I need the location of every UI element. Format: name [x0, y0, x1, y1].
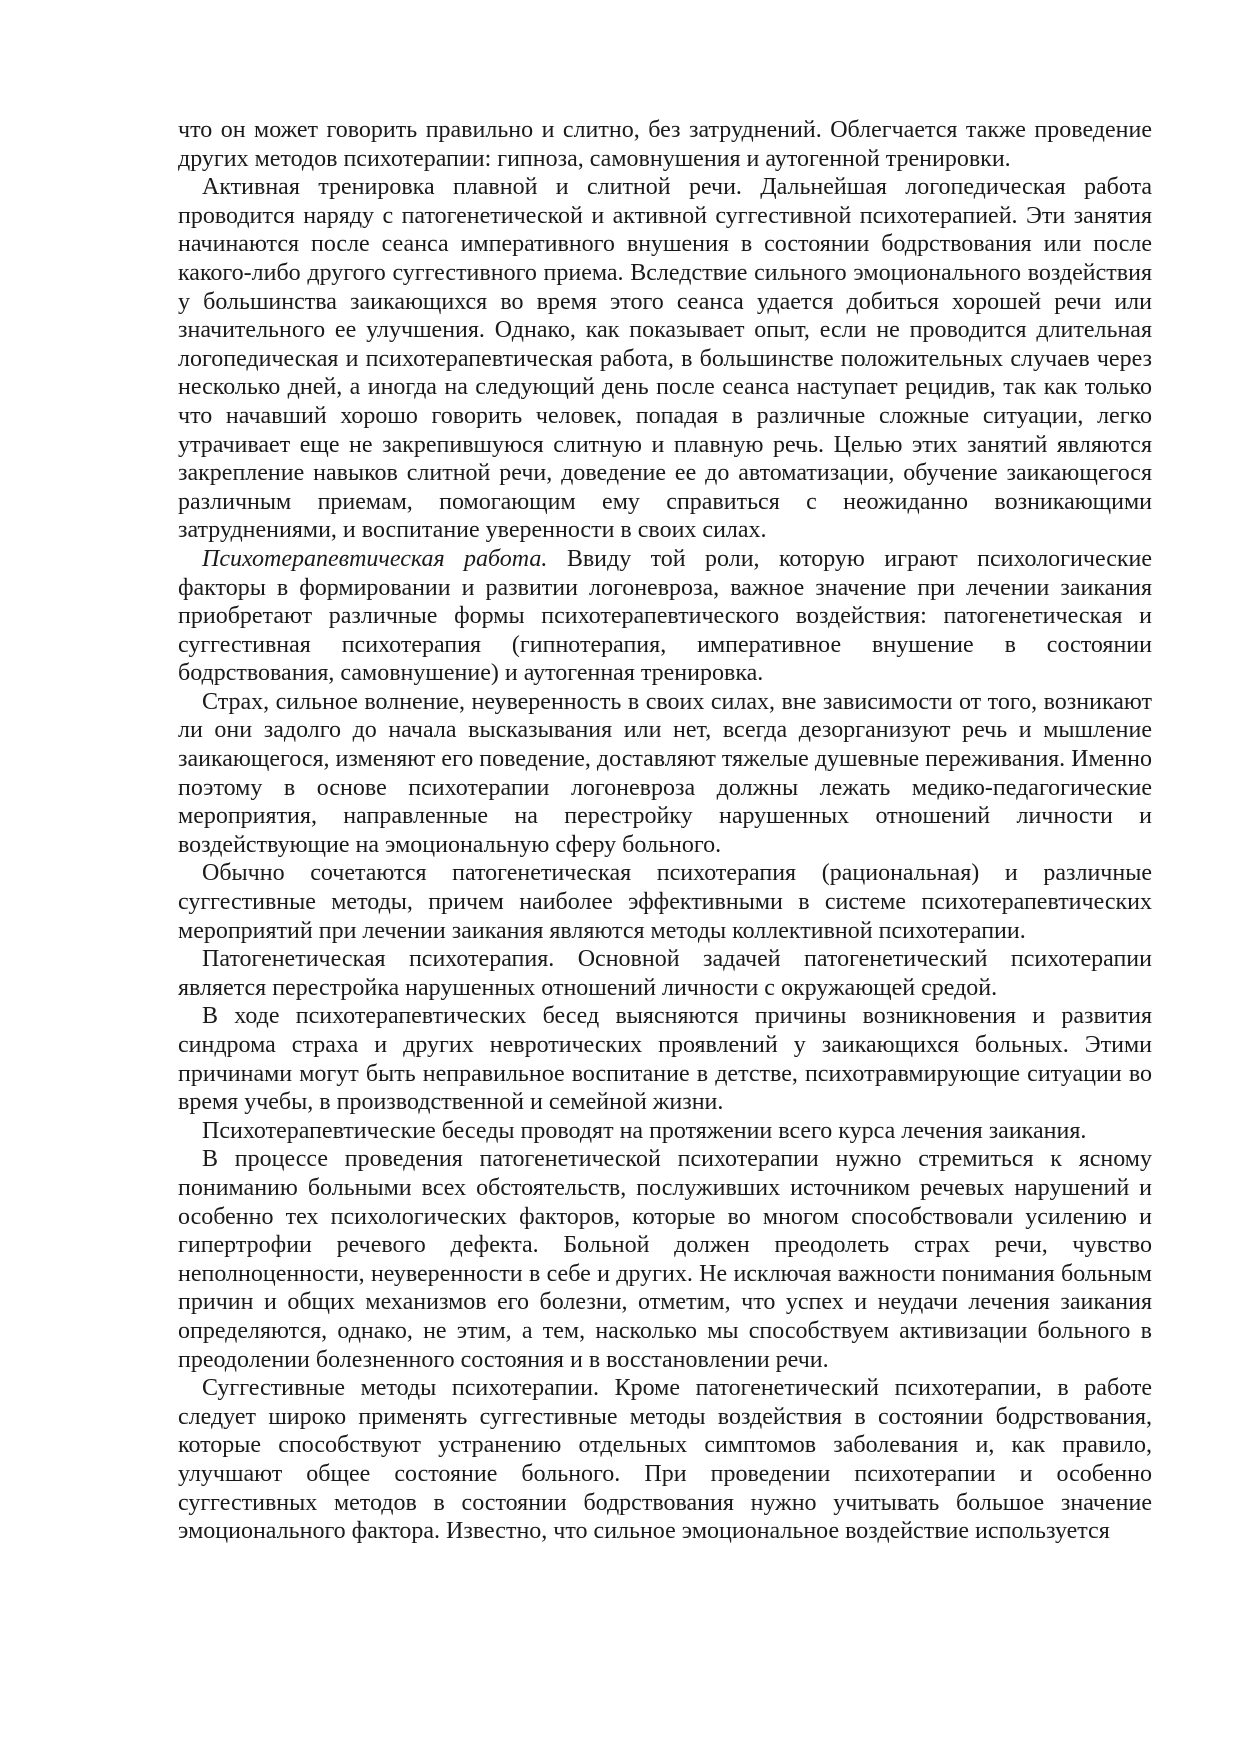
paragraph	[178, 545, 1152, 688]
paragraph	[178, 1374, 1152, 1546]
paragraph-text: В ходе психотерапевтических бесед выясняются причины возникновения и развития синдрома страха и других невротических проявлений у заикающихся больных. Этими причинами могут быть неправильное воспитание в детстве, психотравмирующие ситуации во время учебы, в производственной и семейной жизни.	[178, 1003, 1152, 1116]
paragraph	[178, 116, 1152, 173]
paragraph-text: Страх, сильное волнение, неуверенность в своих силах, вне зависимости от того, возникают ли они задолго до начала высказывания или нет, всегда дезорганизуют речь и мышление заикающегося, изменяют его поведение, доставляют тяжелые душевные переживания. Именно поэтому в основе психотерапии логоневроза должны лежать медико-педагогические мероприятия, направленные на перестройку нарушенных отношений личности и воздействующие на эмоциональную сферу больного.	[178, 688, 1152, 858]
paragraph-text: что он может говорить правильно и слитно, без затруднений. Облегчается также проведение других методов психотерапии: гипноза, самовнушения и аутогенной тренировки.	[178, 117, 1152, 172]
document-page	[178, 116, 1152, 1546]
paragraph-text: Суггестивные методы психотерапии. Кроме патогенетический психотерапии, в работе следует широко применять суггестивные методы воздействия в состоянии бодрствования, которые способствуют устранению отдельных симптомов заболевания и, как правило, улучшают общее состояние больного. При проведении психотерапии и особенно суггестивных методов в состоянии бодрствования нужно учитывать большое значение эмоционального фактора. Известно, что сильное эмоциональное воздействие используется	[178, 1375, 1152, 1545]
paragraph-lead: Психотерапевтическая работа.	[202, 545, 548, 572]
paragraph-text: Психотерапевтические беседы проводят на протяжении всего курса лечения заикания.	[202, 1117, 1087, 1144]
paragraph	[178, 173, 1152, 545]
paragraph	[178, 1117, 1152, 1146]
paragraph-text: Обычно сочетаются патогенетическая психотерапия (рациональная) и различные суггестивные методы, причем наиболее эффективными в системе психотерапевтических мероприятий при лечении заикания являются методы коллективной психотерапии.	[178, 860, 1152, 944]
paragraph	[178, 859, 1152, 945]
paragraph-text: Патогенетическая психотерапия. Основной задачей патогенетический психотерапии является перестройка нарушенных отношений личности с окружающей средой.	[178, 946, 1152, 1001]
paragraph-text: Активная тренировка плавной и слитной речи. Дальнейшая логопедическая работа проводится наряду с патогенетической и активной суггестивной психотерапией. Эти занятия начинаются после сеанса императивного внушения в состоянии бодрствования или после какого-либо другого суггестивного приема. Вследствие сильного эмоционального воздействия у большинства заикающихся во время этого сеанса удается добиться хорошей речи или значительного ее улучшения. Однако, как показывает опыт, если не проводится длительная логопедическая и психотерапевтическая работа, в большинстве положительных случаев через несколько дней, а иногда на следующий день после сеанса наступает рецидив, так как только что начавший хорошо говорить человек, попадая в различные сложные ситуации, легко утрачивает еще не закрепившуюся слитную и плавную речь. Целью этих занятий являются закрепление навыков слитной речи, доведение ее до автоматизации, обучение заикающегося различным приемам, помогающим ему справиться с неожиданно возникающими затруднениями, и воспитание уверенности в своих силах.	[178, 174, 1152, 544]
paragraph-text: В процессе проведения патогенетической психотерапии нужно стремиться к ясному пониманию больными всех обстоятельств, послуживших источником речевых нарушений и особенно тех психологических факторов, которые во многом способствовали усилению и гипертрофии речевого дефекта. Больной должен преодолеть страх речи, чувство неполноценности, неуверенности в себе и других. Не исключая важности понимания больным причин и общих механизмов его болезни, отметим, что успех и неудачи лечения заикания определяются, однако, не этим, а тем, насколько мы способствуем активизации больного в преодолении болезненного состояния и в восстановлении речи.	[178, 1146, 1152, 1373]
paragraph	[178, 1002, 1152, 1116]
paragraph-text: Ввиду той роли, которую играют психологические факторы в формировании и развитии логоневроза, важное значение при лечении заикания приобретают различные формы психотерапевтического воздействия: патогенетическая и суггестивная психотерапия (гипнотерапия, императивное внушение в состоянии бодрствования, самовнушение) и аутогенная тренировка.	[178, 545, 1153, 687]
paragraph	[178, 688, 1152, 860]
paragraph	[178, 1145, 1152, 1374]
paragraph	[178, 945, 1152, 1002]
